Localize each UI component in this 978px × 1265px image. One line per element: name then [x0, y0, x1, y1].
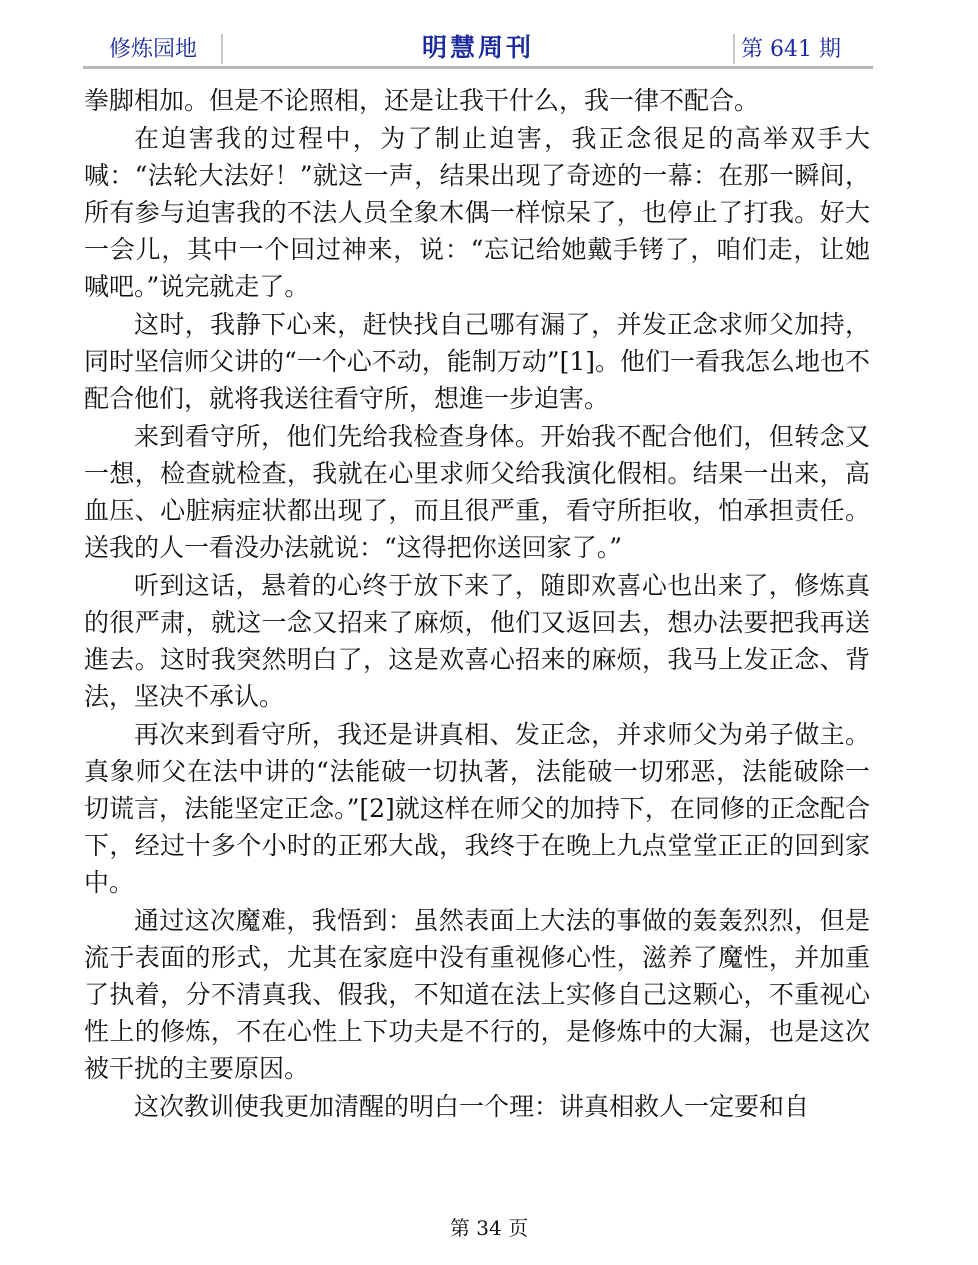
- publication-title: 明慧周刊: [421, 33, 534, 62]
- paragraph: 再次来到看守所，我还是讲真相、发正念，并求师父为弟子做主。真象师父在法中讲的“法能破一切执著，法能破一切邪恶，法能破除一切谎言，法能坚定正念。”[2]就这样在师父的加持下，在同修的正念配合下，经过十多个小时的正邪大战，我终于在晚上九点堂堂正正的回到家中。: [84, 720, 870, 897]
- header-divider-right: [733, 34, 735, 64]
- page-number: 第 34 页: [449, 1216, 529, 1240]
- paragraph: 在迫害我的过程中，为了制止迫害，我正念很足的高举双手大喊：“法轮大法好！”就这一声，结果出现了奇迹的一幕：在那一瞬间，所有参与迫害我的不法人员全象木偶一样惊呆了，也停止了打我。好大一会儿，其中一个回过神来，说：“忘记给她戴手铐了，咱们走，让她喊吧。”说完就走了。: [84, 124, 870, 301]
- paragraph: 听到这话，悬着的心终于放下来了，随即欢喜心也出来了，修炼真的很严肃，就这一念又招来了麻烦，他们又返回去，想办法要把我再送進去。这时我突然明白了，这是欢喜心招来的麻烦，我马上发正念、背法，坚决不承认。: [84, 571, 870, 711]
- page-header: [83, 26, 873, 66]
- paragraph: 拳脚相加。但是不论照相，还是让我干什么，我一律不配合。: [84, 86, 760, 115]
- paragraph: 通过这次魔难，我悟到：虽然表面上大法的事做的轰轰烈烈，但是流于表面的形式，尤其在家庭中没有重视修心性，滋养了魔性，并加重了执着，分不清真我、假我，不知道在法上实修自己这颗心，不重视心性上的修炼，不在心性上下功夫是不行的，是修炼中的大漏，也是这次被干扰的主要原因。: [84, 906, 870, 1083]
- paragraph: 这次教训使我更加清醒的明白一个理：讲真相救人一定要和自: [134, 1092, 810, 1121]
- paragraph: 这时，我静下心来，赶快找自己哪有漏了，并发正念求师父加持，同时坚信师父讲的“一个心不动，能制万动”[1]。他们一看我怎么地也不配合他们，就将我送往看守所，想進一步迫害。: [84, 310, 870, 413]
- article-body: [84, 82, 870, 1126]
- issue-number: 第 641 期: [741, 37, 841, 62]
- paragraph: 来到看守所，他们先给我检查身体。开始我不配合他们，但转念又一想，检查就检查，我就在心里求师父给我演化假相。结果一出来，高血压、心脏病症状都出现了，而且很严重，看守所拒收，怕承担责任。送我的人一看没办法就说：“这得把你送回家了。”: [84, 422, 870, 562]
- header-rule: [83, 66, 873, 69]
- section-name: 修炼园地: [109, 37, 198, 62]
